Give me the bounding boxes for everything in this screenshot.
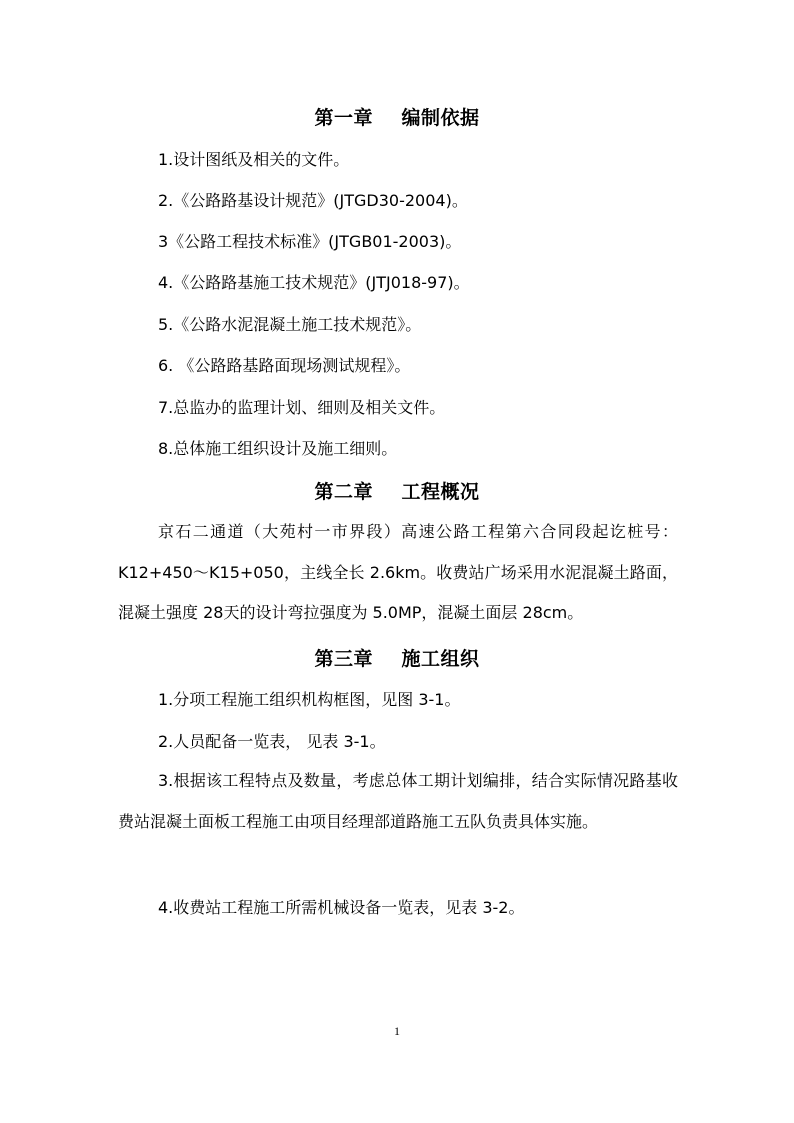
chapter-3-item-4: 4.收费站工程施工所需机械设备一览表，见表 3-2。	[158, 898, 525, 917]
chapter-3-item-1: 1.分项工程施工组织机构框图，见图 3-1。	[158, 690, 461, 709]
chapter-1-item-2: 2.《公路路基设计规范》(JTGD30-2004)。	[158, 191, 468, 210]
chapter-2-title: 第二章 工程概况	[314, 481, 480, 503]
chapter-3-title: 第三章 施工组织	[314, 648, 480, 670]
chapter-3-paragraph: 3.根据该工程特点及数量，考虑总体工期计划编排，结合实际情况路基收费站混凝土面板工程施工由项目经理部道路施工五队负责具体实施。	[118, 771, 678, 831]
chapter-1-item-5: 5.《公路水泥混凝土施工技术规范》。	[158, 315, 422, 334]
chapter-1-item-4: 4.《公路路基施工技术规范》(JTJ018-97)。	[158, 273, 470, 292]
chapter-1-item-7: 7.总监办的监理计划、细则及相关文件。	[158, 398, 446, 417]
chapter-3-item-2: 2.人员配备一览表， 见表 3-1。	[158, 732, 386, 751]
page-number: 1	[394, 1024, 400, 1038]
chapter-2-paragraph: 京石二通道（大苑村一市界段）高速公路工程第六合同段起讫桩号：K12+450～K15+050，主线全长 2.6km。收费站广场采用水泥混凝土路面，混凝土强度 28天的设计弯拉强度为 5.0MP，混凝土面层 28cm。	[118, 522, 678, 622]
chapter-1-title: 第一章 编制依据	[314, 107, 480, 129]
chapter-1-item-3: 3《公路工程技术标准》(JTGB01-2003)。	[158, 232, 462, 251]
chapter-1-item-1: 1.设计图纸及相关的文件。	[158, 150, 350, 169]
chapter-1-item-6: 6. 《公路路基路面现场测试规程》。	[158, 356, 411, 375]
chapter-1-item-8: 8.总体施工组织设计及施工细则。	[158, 439, 398, 458]
